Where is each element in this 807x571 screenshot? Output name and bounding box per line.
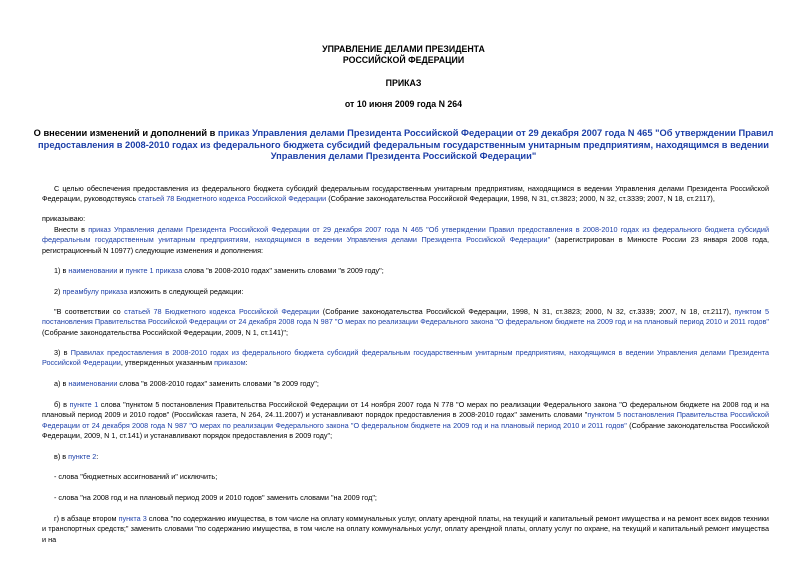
resolution-987-link[interactable]: пунктом 5 постановления Правительства Российской Федерации от 24 декабря 2008 года N 987 "О мерах по реализации Федерального закона "О федеральном бюджете на 2009 год и на плановый период 2010 и 2011 годов" [42, 410, 769, 430]
text: (Собрание законодательства Российской Федерации, 1998, N 31, ст.3823; 2000, N 32, ст.3339; 2007, N 18, ст.2117), [326, 194, 715, 204]
paragraph-new-preamble [42, 307, 769, 338]
text: - слова "на 2008 год и на плановый период 2009 и 2010 годов" заменить словами "на 2009 год"; [54, 493, 377, 502]
text: (Собрание законодательства Российской Федерации, 2009, N 1, ст.141) и устанавливают порядок предоставления в 2009 году"; [42, 420, 769, 441]
paragraph-preamble [42, 184, 769, 205]
paragraph-dash-2 [42, 493, 769, 503]
text: в) в [54, 452, 69, 461]
point-3-link[interactable]: пункта 3 [118, 514, 147, 523]
text: Внести в [54, 225, 89, 234]
title-text: О внесении изменений и дополнений в [33, 128, 218, 138]
paragraph-dash-1 [42, 472, 769, 482]
order-link[interactable]: приказом [214, 358, 246, 368]
text: слова "пунктом 5 постановления Правительства Российской Федерации от 14 ноября 2007 года N 778 "О мерах по реализации Федерального закона "О федеральном бюджете на 2008 год и на плановый период 2009 и 2010 годов" (Российская газета, N 264, 24.11.2007) и устанавливают порядок предоставления в 2008-2010 годах" заменить словами " [42, 400, 769, 420]
text: изложить в следующей редакции: [127, 287, 244, 296]
title-order-link[interactable]: приказ Управления делами Президента Российской Федерации от 29 декабря 2007 года N 465 "Об утверждении Правил предоставления в 2008-2010 годах из федерального бюджета субсидий федеральным государственным унитарным предприятиям, находящимся в ведении Управления делами Президента Российской Федерации" [38, 128, 774, 161]
paragraph-order-word [42, 214, 769, 224]
text: г) в абзаце втором [54, 514, 119, 523]
text: а) в [54, 379, 69, 388]
paragraph-item-3 [42, 348, 769, 369]
text: "В соответствии со [54, 307, 125, 316]
text: и [117, 266, 126, 275]
title-link[interactable]: наименовании [68, 379, 118, 388]
paragraph-item-1 [42, 266, 769, 276]
org-name-line1: УПРАВЛЕНИЕ ДЕЛАМИ ПРЕЗИДЕНТА [322, 44, 485, 54]
rules-link[interactable]: Правилах предоставления в 2008-2010 годах из федерального бюджета субсидий федеральным государственным унитарным предприятиям, находящимся в ведении Управления делами Президента Российской Федерации [42, 348, 770, 368]
text: (Собрание законодательства Российской Федерации, 2009, N 1, ст.141)"; [42, 327, 289, 337]
text: : [96, 452, 99, 461]
document-type: ПРИКАЗ [385, 78, 422, 88]
paragraph-item-3d [42, 514, 769, 545]
text: слова "в 2008-2010 годах" заменить словами "в 2009 году"; [182, 266, 384, 275]
text: , утвержденных указанным [120, 358, 215, 368]
budget-code-link[interactable]: статьей 78 Бюджетного кодекса Российской Федерации [138, 194, 327, 204]
point-1-link[interactable]: пункте 1 [69, 400, 99, 409]
text: 2) [54, 287, 63, 296]
order-point-1-link[interactable]: пункте 1 приказа [125, 266, 183, 275]
text: - слова "бюджетных ассигнований и" исключить; [54, 472, 218, 481]
text: (зарегистрирован в Минюсте России 23 января 2008 года, регистрационный N 10977) следующие изменения и дополнения: [42, 235, 770, 255]
text: слова "в 2008-2010 годах" заменить словами "в 2009 году"; [117, 379, 319, 388]
org-name-line2: РОССИЙСКОЙ ФЕДЕРАЦИИ [342, 55, 465, 65]
point-2-link[interactable]: пункте 2 [68, 452, 97, 461]
paragraph-item-3c [42, 452, 769, 462]
paragraph-item-3b [42, 400, 769, 442]
text: приказываю: [42, 214, 86, 223]
order-preamble-link[interactable]: преамбулу приказа [62, 287, 128, 296]
document-date: от 10 июня 2009 года N 264 [344, 99, 463, 109]
paragraph-amendments-intro [42, 225, 769, 256]
document-title [30, 128, 777, 163]
text: : [245, 358, 248, 368]
paragraph-item-2 [42, 287, 769, 297]
text: С целью обеспечения предоставления из федерального бюджета субсидий федеральным государственным унитарным предприятиям, находящимся в ведении Управления делами Президента Российской Федерации, руководствуясь [42, 184, 769, 204]
text: б) в [54, 400, 70, 409]
paragraph-item-3a [42, 379, 769, 389]
budget-code-link[interactable]: статьей 78 Бюджетного кодекса Российской Федерации [124, 307, 320, 316]
title-link[interactable]: наименовании [68, 266, 118, 275]
text: 1) в [54, 266, 69, 275]
resolution-987-link[interactable]: пунктом 5 постановления Правительства Российской Федерации от 24 декабря 2008 года N 987 "О мерах по реализации Федерального закона "О федеральном бюджете на 2009 год и на плановый период 2010 и 2011 годов" [42, 307, 769, 327]
text: (Собрание законодательства Российской Федерации, 1998, N 31, ст.3823; 2000, N 32, ст.3339; 2007, N 18, ст.2117), [319, 307, 735, 316]
order-465-link[interactable]: приказ Управления делами Президента Российской Федерации от 29 декабря 2007 года N 465 "Об утверждении Правил предоставления в 2008-2010 годах из федерального бюджета субсидий федеральным государственным унитарным предприятиям, находящимся в ведении Управления делами Президента Российской Федерации" [42, 225, 769, 245]
text: 3) в [54, 348, 71, 357]
text: слова "по содержанию имущества, в том числе на оплату коммунальных услуг, оплату арендной платы, на текущий и капитальный ремонт имущества и на ремонт всех видов техники и транспортных средств;" заменить словами "по содержанию имущества, в том числе на оплату коммунальных услуг, оплату арендной платы, оплату услуг по охране, на текущий и капитальный ремонт имущества и на [42, 514, 769, 544]
